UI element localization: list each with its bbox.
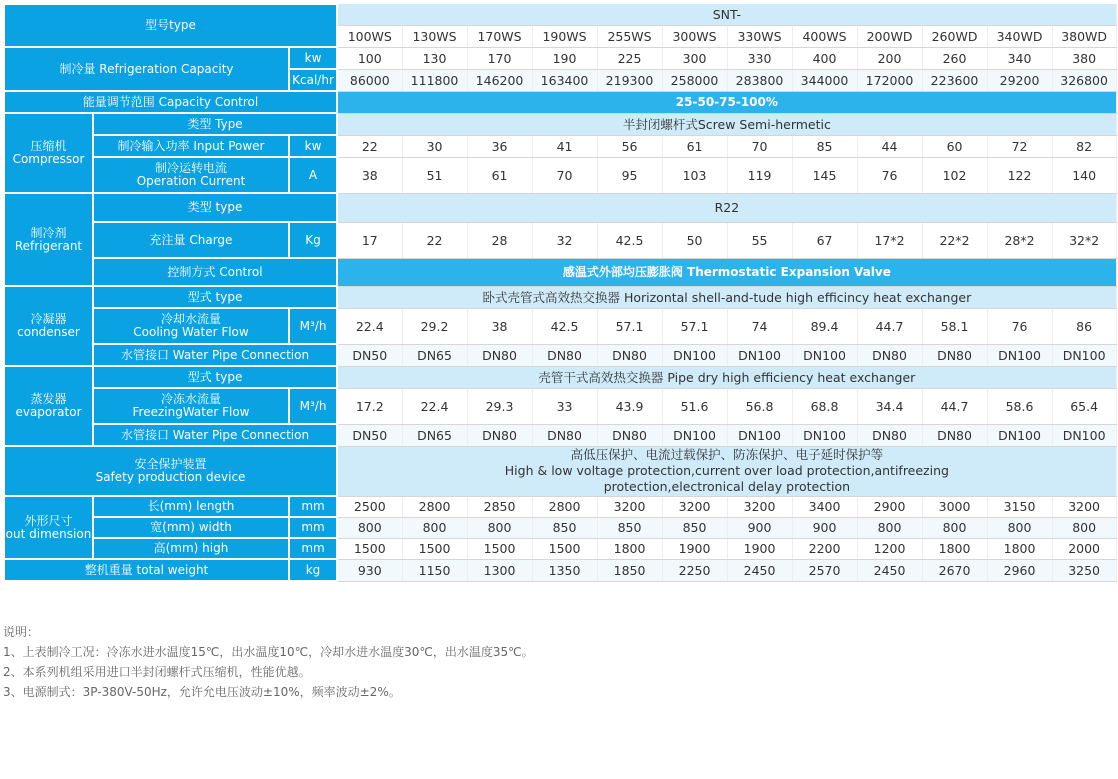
freezing-flow-row: [4, 388, 1116, 424]
condenser-cn: 冷凝器: [30, 312, 67, 326]
cooling-flow-cell: 42.5: [532, 308, 597, 344]
condenser-pipe-cell: DN100: [662, 344, 727, 366]
width-label: 宽(mm) width: [93, 517, 289, 538]
charge-row: [4, 222, 1116, 258]
length-row: [4, 496, 1116, 517]
cooling-flow-cn: 冷却水流量: [160, 312, 221, 326]
condenser-pipe-cell: DN80: [922, 344, 987, 366]
evaporator-type-value: 壳管干式高效热交换器 Pipe dry high efficiency heat exchanger: [337, 366, 1116, 388]
notes-title: 说明：: [3, 625, 40, 639]
freezing-flow-en: FreezingWater Flow: [132, 405, 250, 419]
operation-current-label: [93, 157, 289, 193]
safety-line1: 高低压保护、电流过载保护、防冻保护、电子延时保护等: [570, 447, 884, 462]
weight-cell: 1300: [467, 559, 532, 581]
condenser-type-row: [4, 286, 1116, 308]
height-cell: 1900: [727, 538, 792, 559]
length-cell: 2900: [857, 496, 922, 517]
length-cell: 3200: [662, 496, 727, 517]
model-cell: 300WS: [662, 25, 727, 47]
charge-cell: 28: [467, 222, 532, 258]
refrigerant-en: Refrigerant: [14, 238, 83, 253]
capacity-kw-cell: 100: [337, 47, 402, 69]
length-cell: 3400: [792, 496, 857, 517]
charge-cell: 32*2: [1052, 222, 1116, 258]
safety-row: [4, 446, 1116, 496]
weight-cell: 930: [337, 559, 402, 581]
charge-cell: 50: [662, 222, 727, 258]
width-cell: 800: [987, 517, 1052, 538]
control-value: 感温式外部均压膨胀阀 Thermostatic Expansion Valve: [337, 258, 1116, 286]
freezing-flow-label: [93, 388, 289, 424]
model-cell: 200WD: [857, 25, 922, 47]
weight-cell: 2450: [727, 559, 792, 581]
evaporator-type-row: [4, 366, 1116, 388]
charge-cell: 22: [402, 222, 467, 258]
capacity-kcal-cell: 29200: [987, 69, 1052, 91]
capacity-kcal-cell: 344000: [792, 69, 857, 91]
capacity-kcal-cell: 219300: [597, 69, 662, 91]
operation-current-cell: 95: [597, 157, 662, 193]
weight-cell: 1850: [597, 559, 662, 581]
operation-current-row: [4, 157, 1116, 193]
safety-label: [4, 446, 337, 496]
dimension-group: [4, 496, 93, 559]
evaporator-pipe-cell: DN100: [1052, 424, 1116, 446]
width-cell: 900: [792, 517, 857, 538]
condenser-pipe-cell: DN80: [597, 344, 662, 366]
note-item-1: 1、上表制冷工况：冷冻水进水温度15℃，出水温度10℃，冷却水进水温度30℃，出水温度35℃。: [3, 645, 534, 659]
width-cell: 800: [467, 517, 532, 538]
width-cell: 800: [922, 517, 987, 538]
freezing-flow-cell: 43.9: [597, 388, 662, 424]
control-label: 控制方式 Control: [93, 258, 337, 286]
operation-current-cell: 51: [402, 157, 467, 193]
cooling-flow-cell: 74: [727, 308, 792, 344]
operation-current-cell: 76: [857, 157, 922, 193]
freezing-flow-cell: 44.7: [922, 388, 987, 424]
condenser-pipe-cell: DN65: [402, 344, 467, 366]
model-cell: 340WD: [987, 25, 1052, 47]
capacity-kcal-cell: 86000: [337, 69, 402, 91]
width-cell: 800: [857, 517, 922, 538]
capacity-kw-cell: 260: [922, 47, 987, 69]
operation-current-cell: 70: [532, 157, 597, 193]
cooling-flow-cell: 44.7: [857, 308, 922, 344]
input-power-unit: kw: [289, 135, 337, 157]
condenser-type-label: 型式 type: [93, 286, 337, 308]
height-cell: 1500: [402, 538, 467, 559]
height-cell: 1500: [467, 538, 532, 559]
length-cell: 2500: [337, 496, 402, 517]
charge-cell: 55: [727, 222, 792, 258]
input-power-cell: 82: [1052, 135, 1116, 157]
input-power-label: 制冷输入功率 Input Power: [93, 135, 289, 157]
operation-current-cn: 制冷运转电流: [154, 161, 227, 175]
charge-label: 充注量 Charge: [93, 222, 289, 258]
height-cell: 1500: [532, 538, 597, 559]
height-cell: 1200: [857, 538, 922, 559]
charge-cell: 67: [792, 222, 857, 258]
input-power-cell: 72: [987, 135, 1052, 157]
height-cell: 1500: [337, 538, 402, 559]
refrigerant-group: [4, 193, 93, 286]
input-power-cell: 60: [922, 135, 987, 157]
condenser-pipe-label: 水管接口 Water Pipe Connection: [93, 344, 337, 366]
model-cell: 190WS: [532, 25, 597, 47]
condenser-type-value: 卧式壳管式高效热交换器 Horizontal shell-and-tude high efficincy heat exchanger: [337, 286, 1116, 308]
length-cell: 2800: [532, 496, 597, 517]
cooling-flow-cell: 89.4: [792, 308, 857, 344]
width-cell: 800: [1052, 517, 1116, 538]
capacity-kw-cell: 300: [662, 47, 727, 69]
height-cell: 1900: [662, 538, 727, 559]
capacity-kw-cell: 400: [792, 47, 857, 69]
evaporator-pipe-cell: DN50: [337, 424, 402, 446]
capacity-kcal-cell: 223600: [922, 69, 987, 91]
length-cell: 3000: [922, 496, 987, 517]
capacity-kw-cell: 190: [532, 47, 597, 69]
condenser-pipe-cell: DN100: [1052, 344, 1116, 366]
operation-current-cell: 140: [1052, 157, 1116, 193]
weight-cell: 2570: [792, 559, 857, 581]
weight-cell: 2670: [922, 559, 987, 581]
operation-current-cell: 38: [337, 157, 402, 193]
weight-cell: 1350: [532, 559, 597, 581]
freezing-flow-cell: 17.2: [337, 388, 402, 424]
width-cell: 900: [727, 517, 792, 538]
capacity-kcal-cell: 146200: [467, 69, 532, 91]
capacity-kw-cell: 330: [727, 47, 792, 69]
dimension-en: out dimension: [5, 526, 92, 541]
weight-unit: kg: [289, 559, 337, 581]
capacity-kcal-cell: 111800: [402, 69, 467, 91]
length-cell: 3200: [1052, 496, 1116, 517]
model-cell: 255WS: [597, 25, 662, 47]
capacity-kw-cell: 380: [1052, 47, 1116, 69]
operation-current-en: Operation Current: [136, 174, 246, 188]
operation-current-cell: 119: [727, 157, 792, 193]
input-power-cell: 56: [597, 135, 662, 157]
compressor-cn: 压缩机: [30, 139, 67, 153]
control-row: [4, 258, 1116, 286]
freezing-flow-cell: 33: [532, 388, 597, 424]
height-cell: 2200: [792, 538, 857, 559]
cooling-flow-cell: 76: [987, 308, 1052, 344]
evaporator-pipe-cell: DN100: [662, 424, 727, 446]
evaporator-pipe-cell: DN100: [792, 424, 857, 446]
input-power-cell: 44: [857, 135, 922, 157]
capacity-label: 制冷量 Refrigeration Capacity: [4, 47, 289, 91]
height-unit: mm: [289, 538, 337, 559]
capacity-kw-cell: 340: [987, 47, 1052, 69]
length-cell: 2800: [402, 496, 467, 517]
model-cell: 400WS: [792, 25, 857, 47]
charge-cell: 28*2: [987, 222, 1052, 258]
height-label: 高(mm) high: [93, 538, 289, 559]
evaporator-pipe-row: [4, 424, 1116, 446]
safety-line3: protection,electronical delay protection: [603, 479, 851, 494]
length-cell: 3200: [597, 496, 662, 517]
operation-current-cell: 122: [987, 157, 1052, 193]
charge-cell: 22*2: [922, 222, 987, 258]
model-cell: 380WD: [1052, 25, 1116, 47]
freezing-flow-cell: 58.6: [987, 388, 1052, 424]
evaporator-pipe-cell: DN100: [987, 424, 1052, 446]
safety-cn: 安全保护装置: [134, 457, 207, 471]
series-row: [4, 4, 1116, 25]
charge-unit: Kg: [289, 222, 337, 258]
width-cell: 800: [337, 517, 402, 538]
operation-current-cell: 103: [662, 157, 727, 193]
charge-cell: 17*2: [857, 222, 922, 258]
evaporator-pipe-cell: DN80: [857, 424, 922, 446]
freezing-flow-unit: M³/h: [289, 388, 337, 424]
capacity-kw-cell: 200: [857, 47, 922, 69]
evaporator-pipe-label: 水管接口 Water Pipe Connection: [93, 424, 337, 446]
weight-row: [4, 559, 1116, 581]
spec-table: [3, 3, 1117, 582]
dimension-cn: 外形尺寸: [24, 513, 73, 528]
freezing-flow-cell: 56.8: [727, 388, 792, 424]
condenser-group: [4, 286, 93, 366]
condenser-pipe-cell: DN80: [532, 344, 597, 366]
input-power-cell: 22: [337, 135, 402, 157]
cooling-flow-label: [93, 308, 289, 344]
height-row: [4, 538, 1116, 559]
operation-current-cell: 102: [922, 157, 987, 193]
operation-current-cell: 145: [792, 157, 857, 193]
condenser-pipe-cell: DN50: [337, 344, 402, 366]
refrigerant-type-label: 类型 type: [93, 193, 337, 222]
freezing-flow-cell: 65.4: [1052, 388, 1116, 424]
width-cell: 850: [662, 517, 727, 538]
condenser-pipe-row: [4, 344, 1116, 366]
width-cell: 800: [402, 517, 467, 538]
evaporator-type-label: 型式 type: [93, 366, 337, 388]
cooling-flow-unit: M³/h: [289, 308, 337, 344]
capacity-control-value: 25-50-75-100%: [337, 91, 1116, 113]
note-item-2: 2、本系列机组采用进口半封闭螺杆式压缩机，性能优越。: [3, 665, 311, 679]
condenser-pipe-cell: DN100: [792, 344, 857, 366]
weight-cell: 2250: [662, 559, 727, 581]
height-cell: 1800: [987, 538, 1052, 559]
capacity-kcal-cell: 283800: [727, 69, 792, 91]
notes: [3, 622, 534, 702]
unit-kw: kw: [289, 47, 337, 69]
operation-current-unit: A: [289, 157, 337, 193]
input-power-cell: 70: [727, 135, 792, 157]
capacity-kcal-cell: 258000: [662, 69, 727, 91]
compressor-type-label: 类型 Type: [93, 113, 337, 135]
charge-cell: 42.5: [597, 222, 662, 258]
capacity-kcal-cell: 172000: [857, 69, 922, 91]
note-item-3: 3、电源制式：3P-380V-50Hz，允许允电压波动±10%，频率波动±2%。: [3, 685, 401, 699]
compressor-type-row: [4, 113, 1116, 135]
input-power-cell: 30: [402, 135, 467, 157]
width-cell: 850: [532, 517, 597, 538]
weight-label: 整机重量 total weight: [4, 559, 289, 581]
evaporator-pipe-cell: DN80: [922, 424, 987, 446]
length-label: 长(mm) length: [93, 496, 289, 517]
freezing-flow-cn: 冷冻水流量: [160, 392, 221, 406]
model-cell: 130WS: [402, 25, 467, 47]
compressor-group: [4, 113, 93, 193]
width-unit: mm: [289, 517, 337, 538]
evaporator-pipe-cell: DN65: [402, 424, 467, 446]
cooling-flow-cell: 58.1: [922, 308, 987, 344]
capacity-kw-cell: 225: [597, 47, 662, 69]
capacity-control-row: [4, 91, 1116, 113]
series-prefix: SNT-: [337, 4, 1116, 25]
safety-line2: High & low voltage protection,current over load protection,antifreezing: [504, 463, 949, 478]
refrigerant-type-value: R22: [337, 193, 1116, 222]
length-cell: 3200: [727, 496, 792, 517]
capacity-kcal-cell: 163400: [532, 69, 597, 91]
freezing-flow-cell: 51.6: [662, 388, 727, 424]
height-cell: 2000: [1052, 538, 1116, 559]
freezing-flow-cell: 29.3: [467, 388, 532, 424]
evaporator-pipe-cell: DN80: [467, 424, 532, 446]
model-cell: 100WS: [337, 25, 402, 47]
model-cell: 330WS: [727, 25, 792, 47]
height-cell: 1800: [597, 538, 662, 559]
cooling-flow-cell: 38: [467, 308, 532, 344]
length-cell: 3150: [987, 496, 1052, 517]
safety-en: Safety production device: [95, 470, 246, 484]
freezing-flow-cell: 22.4: [402, 388, 467, 424]
capacity-kw-cell: 170: [467, 47, 532, 69]
unit-kcal: Kcal/hr: [289, 69, 337, 91]
model-cell: 260WD: [922, 25, 987, 47]
capacity-control-label: 能量调节范围 Capacity Control: [4, 91, 337, 113]
refrigerant-type-row: [4, 193, 1116, 222]
weight-cell: 3250: [1052, 559, 1116, 581]
length-unit: mm: [289, 496, 337, 517]
evaporator-pipe-cell: DN100: [727, 424, 792, 446]
cooling-flow-cell: 57.1: [662, 308, 727, 344]
evaporator-cn: 蒸发器: [30, 392, 67, 406]
capacity-kw-cell: 130: [402, 47, 467, 69]
charge-cell: 32: [532, 222, 597, 258]
capacity-kw-row: [4, 47, 1116, 69]
condenser-pipe-cell: DN100: [727, 344, 792, 366]
evaporator-pipe-cell: DN80: [532, 424, 597, 446]
compressor-en: Compressor: [12, 152, 85, 166]
freezing-flow-cell: 68.8: [792, 388, 857, 424]
capacity-kcal-cell: 326800: [1052, 69, 1116, 91]
input-power-row: [4, 135, 1116, 157]
evaporator-group: [4, 366, 93, 446]
width-row: [4, 517, 1116, 538]
input-power-cell: 36: [467, 135, 532, 157]
charge-cell: 17: [337, 222, 402, 258]
model-cell: 170WS: [467, 25, 532, 47]
input-power-cell: 61: [662, 135, 727, 157]
cooling-flow-cell: 86: [1052, 308, 1116, 344]
evaporator-en: evaporator: [15, 405, 82, 419]
cooling-flow-cell: 57.1: [597, 308, 662, 344]
evaporator-pipe-cell: DN80: [597, 424, 662, 446]
condenser-pipe-cell: DN80: [857, 344, 922, 366]
safety-value: [337, 446, 1116, 496]
refrigerant-cn: 制冷剂: [30, 225, 67, 240]
condenser-pipe-cell: DN100: [987, 344, 1052, 366]
length-cell: 2850: [467, 496, 532, 517]
cooling-flow-cell: 29.2: [402, 308, 467, 344]
operation-current-cell: 61: [467, 157, 532, 193]
condenser-pipe-cell: DN80: [467, 344, 532, 366]
condenser-en: condenser: [17, 325, 80, 339]
model-label: 型号type: [4, 4, 337, 47]
width-cell: 850: [597, 517, 662, 538]
compressor-type-value: 半封闭螺杆式Screw Semi-hermetic: [337, 113, 1116, 135]
freezing-flow-cell: 34.4: [857, 388, 922, 424]
height-cell: 1800: [922, 538, 987, 559]
weight-cell: 1150: [402, 559, 467, 581]
weight-cell: 2960: [987, 559, 1052, 581]
cooling-flow-en: Cooling Water Flow: [133, 325, 249, 339]
cooling-flow-row: [4, 308, 1116, 344]
cooling-flow-cell: 22.4: [337, 308, 402, 344]
input-power-cell: 85: [792, 135, 857, 157]
weight-cell: 2450: [857, 559, 922, 581]
input-power-cell: 41: [532, 135, 597, 157]
